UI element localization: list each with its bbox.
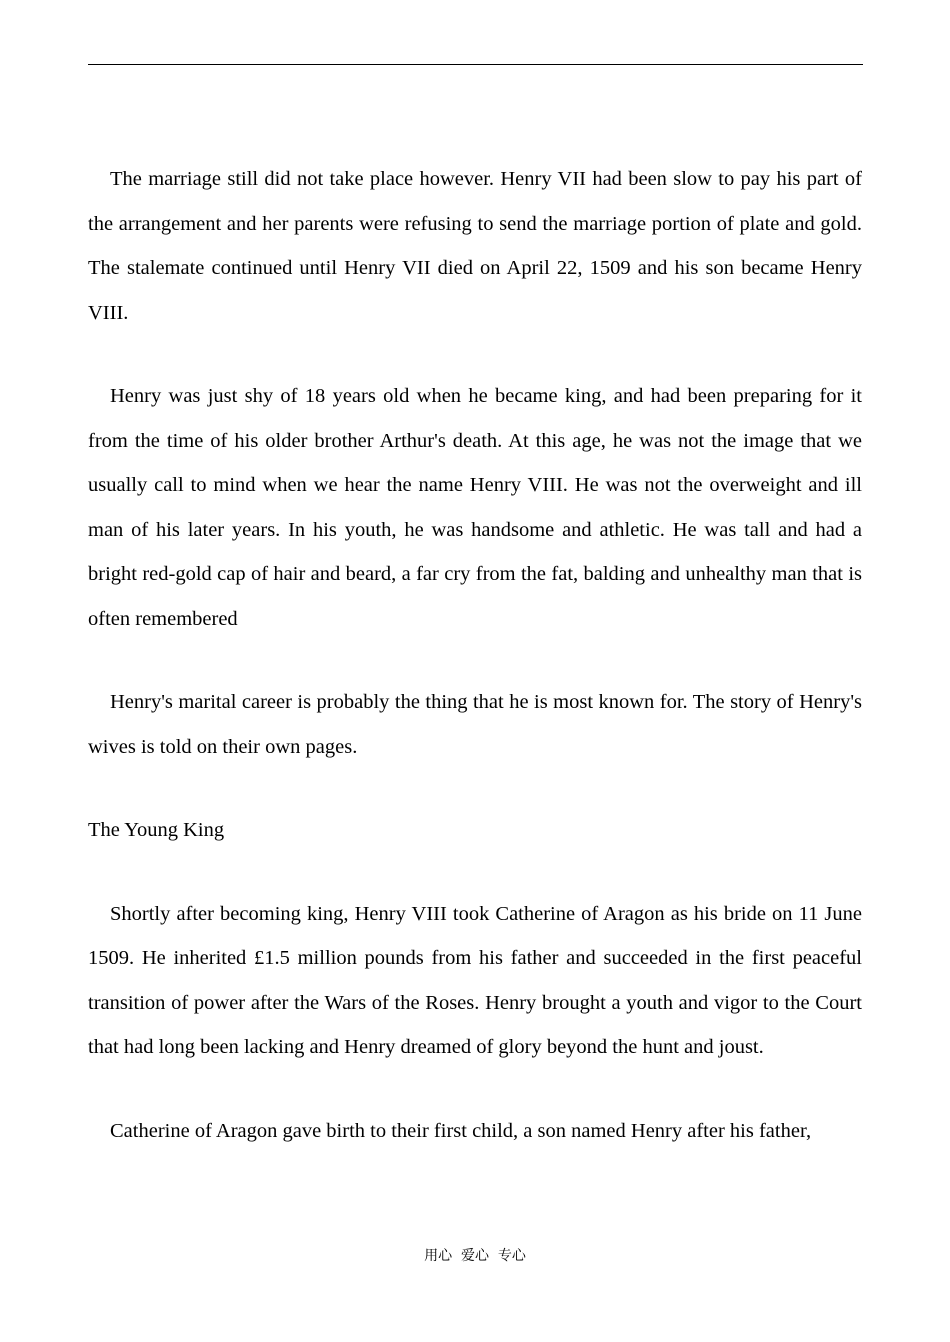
paragraph-marital-career: Henry's marital career is probably the thing that he is most known for. The story of Henry's wives is told on their own pages. [88, 691, 862, 758]
paragraph-first-child: Catherine of Aragon gave birth to their first child, a son named Henry after his father, [110, 1119, 812, 1142]
page-footer: 用心 爱心 专心 [424, 1248, 526, 1264]
document-body [88, 157, 862, 1153]
header-rule [88, 64, 863, 65]
paragraph-becoming-king: Shortly after becoming king, Henry VIII took Catherine of Aragon as his bride on 11 June 1509. He inherited £1.5 million pounds from his father and succeeded in the first peaceful transition of power after the Wars of the Roses. Henry brought a youth and vigor to the Court that had long been lacking and Henry dreamed of glory beyond the hunt and joust. [88, 902, 862, 1058]
paragraph-marriage: The marriage still did not take place however. Henry VII had been slow to pay his part of the arrangement and her parents were refusing to send the marriage portion of plate and gold. The stalemate continued until Henry VII died on April 22, 1509 and his son became Henry VIII. [88, 168, 862, 324]
paragraph-young-henry: Henry was just shy of 18 years old when he became king, and had been preparing for it from the time of his older brother Arthur's death. At this age, he was not the image that we usually call to mind when we hear the name Henry VIII. He was not the overweight and ill man of his later years. In his youth, he was handsome and athletic. He was tall and had a bright red-gold cap of hair and beard, a far cry from the fat, balding and unhealthy man that is often remembered [88, 385, 862, 630]
section-heading: The Young King [88, 819, 225, 841]
